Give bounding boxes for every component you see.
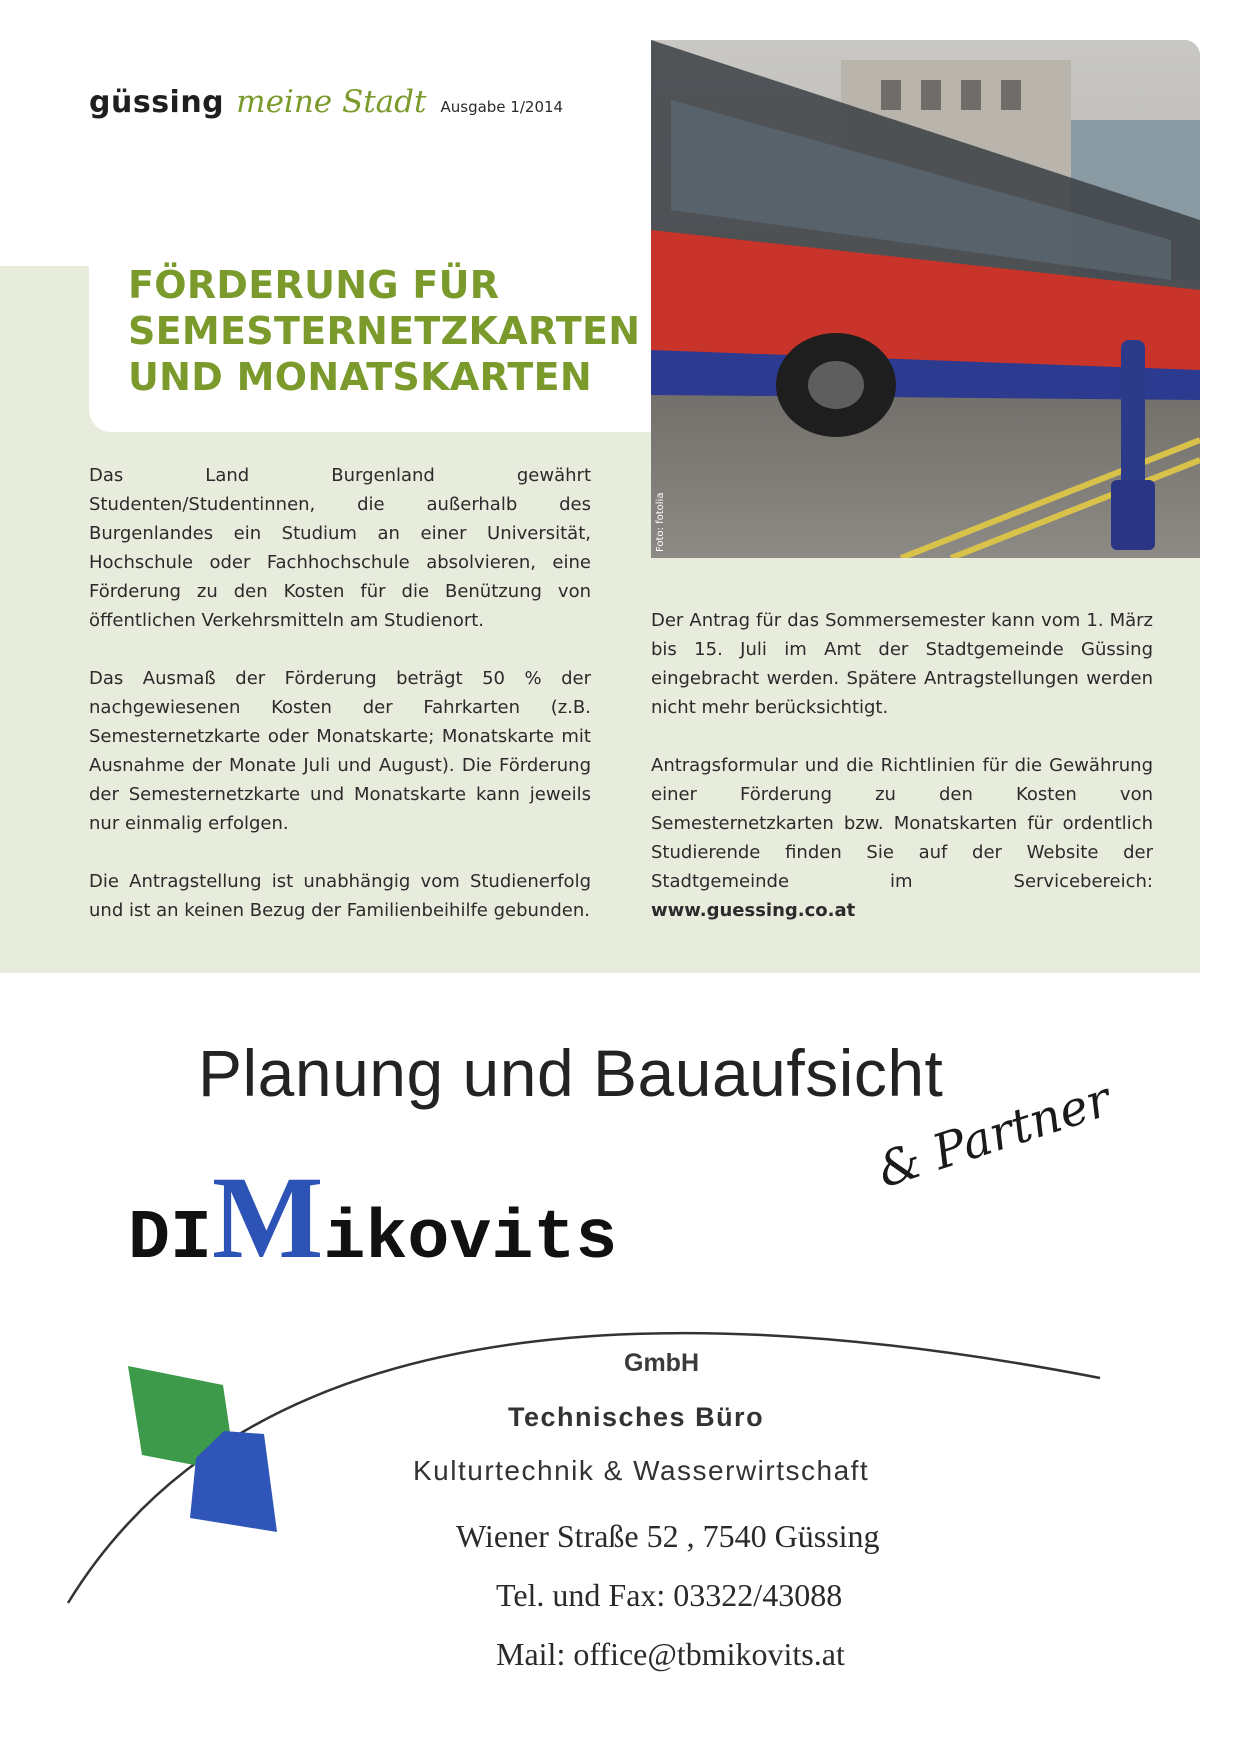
paragraph: Das Ausmaß der Förderung beträgt 50 % der nachgewiesenen Kosten der Fahrkarten (z.B. Semesternetzkarte oder Monatskarte; Monatskarte mit Ausnahme der Monate Juli und August). Die Förderung der Semesternetzkarte und Monatskarte kann jeweils nur einmalig erfolgen. [89, 668, 591, 834]
title-line: SEMESTERNETZKARTEN [128, 309, 641, 353]
issue-number: Ausgabe 1/2014 [440, 98, 564, 116]
name-initial: M [212, 1152, 324, 1283]
company-address: Wiener Straße 52 , 7540 Güssing [456, 1518, 880, 1554]
title-line: UND MONATSKARTEN [128, 355, 592, 399]
ad-headline: Planung und Bauaufsicht [198, 1036, 944, 1110]
brand-name: güssing [89, 85, 225, 120]
advertisement [0, 973, 1241, 1754]
article-right-column [651, 606, 1153, 954]
paragraph: Das Land Burgenland gewährt Studenten/Studentinnen, die außerhalb des Burgenlandes ein Studium an einer Universität, Hochschule oder Fachhochschule absolvieren, eine Förderung zu den Kosten für die Benützung von öffentlichen Verkehrsmitteln am Studienort. [89, 465, 591, 631]
website-link[interactable]: www.guessing.co.at [651, 900, 856, 921]
article-title [128, 262, 640, 400]
company-email[interactable]: Mail: office@tbmikovits.at [496, 1636, 845, 1672]
paragraph-text: Antragsformular und die Richtlinien für die Gewährung einer Förderung zu den Kosten von Semesternetzkarten bzw. Monatskarten für ordentlich Studierende finden Sie auf der Website der Stadtgemeinde im Servicebereich: [651, 755, 1153, 892]
paragraph: Die Antragstellung ist unabhängig vom Studienerfolg und ist an keinen Bezug der Familienbeihilfe gebunden. [89, 871, 591, 921]
masthead [89, 84, 563, 124]
article-left-column [89, 461, 591, 954]
company-specialty: Kulturtechnik & Wasserwirtschaft [413, 1455, 870, 1486]
name-prefix: DI [128, 1200, 213, 1279]
company-phone: Tel. und Fax: 03322/43088 [496, 1577, 843, 1613]
name-rest: ikovits [323, 1200, 618, 1279]
brand-tagline: meine Stadt [236, 84, 427, 120]
title-line: FÖRDERUNG FÜR [128, 263, 500, 307]
paragraph-with-link [651, 751, 1153, 925]
company-name [128, 1150, 617, 1286]
company-type: Technisches Büro [508, 1402, 765, 1432]
bus-photo [651, 40, 1200, 558]
photo-credit: Foto: fotolia [655, 492, 666, 552]
paragraph: Der Antrag für das Sommersemester kann vom 1. März bis 15. Juli im Amt der Stadtgemeinde Güssing eingebracht werden. Spätere Antragstellungen werden nicht mehr berücksichtigt. [651, 610, 1153, 718]
company-partner: & Partner [870, 1071, 1118, 1199]
company-legal-form: GmbH [624, 1349, 699, 1377]
